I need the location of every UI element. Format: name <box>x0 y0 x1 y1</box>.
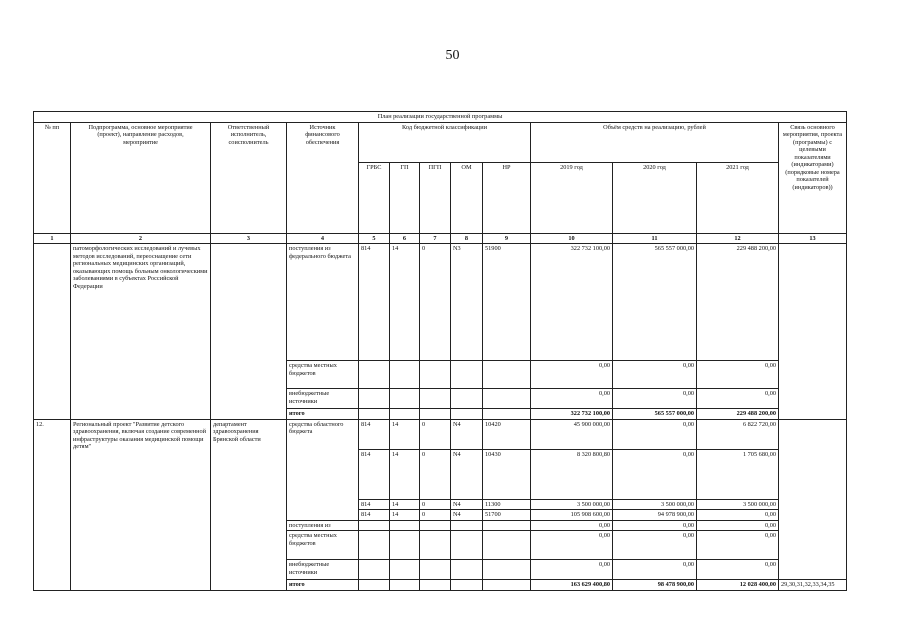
col-number: 4 <box>287 233 359 244</box>
col-number: 5 <box>359 233 390 244</box>
cell-2021: 229 488 200,00 <box>697 244 779 361</box>
row-link <box>779 419 847 580</box>
cell-gp: 14 <box>390 419 420 449</box>
row-source: итого <box>287 580 359 591</box>
table-row <box>34 244 847 361</box>
cell-om <box>451 531 483 560</box>
col-number: 6 <box>390 233 420 244</box>
cell-om <box>451 409 483 420</box>
row-source: внебюджетные источники <box>287 560 359 580</box>
cell-pgp <box>420 560 451 580</box>
col-number: 8 <box>451 233 483 244</box>
row-num: 12. <box>34 419 71 590</box>
cell-np <box>483 531 531 560</box>
col-number: 9 <box>483 233 531 244</box>
cell-pgp: 0 <box>420 419 451 449</box>
cell-pgp <box>420 409 451 420</box>
col-number: 10 <box>531 233 613 244</box>
cell-2021: 229 488 200,00 <box>697 409 779 420</box>
cell-2021: 12 028 400,00 <box>697 580 779 591</box>
cell-grbs <box>359 580 390 591</box>
header-om: ОМ <box>451 162 483 233</box>
cell-2020: 0,00 <box>613 520 697 531</box>
cell-2019: 3 500 000,00 <box>531 499 613 510</box>
cell-grbs <box>359 389 390 409</box>
col-number: 12 <box>697 233 779 244</box>
cell-gp <box>390 361 420 389</box>
cell-2019: 105 908 600,00 <box>531 510 613 521</box>
plan-table <box>33 111 847 591</box>
cell-gp <box>390 389 420 409</box>
cell-grbs: 814 <box>359 510 390 521</box>
col-number: 1 <box>34 233 71 244</box>
col-number: 3 <box>211 233 287 244</box>
cell-gp: 14 <box>390 449 420 499</box>
cell-2021: 3 500 000,00 <box>697 499 779 510</box>
table-title: План реализации государственной программы <box>34 112 847 123</box>
cell-2019: 45 900 000,00 <box>531 419 613 449</box>
row-source: средства местных бюджетов <box>287 531 359 560</box>
header-source: Источник финансового обеспечения <box>287 122 359 233</box>
table-row <box>34 419 847 449</box>
cell-2021: 0,00 <box>697 361 779 389</box>
cell-pgp: 0 <box>420 510 451 521</box>
cell-om <box>451 560 483 580</box>
column-numbers-row <box>34 233 847 244</box>
cell-om: N3 <box>451 244 483 361</box>
header-budget-code: Код бюджетной классификации <box>359 122 531 162</box>
cell-2021: 0,00 <box>697 531 779 560</box>
cell-2020: 0,00 <box>613 449 697 499</box>
row-link <box>779 244 847 420</box>
col-number: 2 <box>71 233 211 244</box>
cell-2019: 0,00 <box>531 560 613 580</box>
header-gp: ГП <box>390 162 420 233</box>
cell-pgp <box>420 531 451 560</box>
cell-grbs <box>359 520 390 531</box>
cell-np <box>483 560 531 580</box>
col-number: 11 <box>613 233 697 244</box>
cell-link-indicators: 29,30,31,32,33,34,35 <box>779 580 847 591</box>
cell-gp <box>390 580 420 591</box>
header-2019: 2019 год <box>531 162 613 233</box>
cell-np <box>483 409 531 420</box>
header-np: НР <box>483 162 531 233</box>
cell-om <box>451 580 483 591</box>
cell-np <box>483 361 531 389</box>
cell-gp <box>390 531 420 560</box>
header-num: № пп <box>34 122 71 233</box>
cell-pgp: 0 <box>420 499 451 510</box>
row-num <box>34 244 71 420</box>
cell-grbs <box>359 531 390 560</box>
cell-pgp <box>420 520 451 531</box>
header-2021: 2021 год <box>697 162 779 233</box>
cell-2020: 565 557 000,00 <box>613 244 697 361</box>
col-number: 7 <box>420 233 451 244</box>
cell-2019: 322 732 100,00 <box>531 409 613 420</box>
cell-2020: 3 500 000,00 <box>613 499 697 510</box>
cell-np: 51900 <box>483 244 531 361</box>
cell-pgp <box>420 389 451 409</box>
cell-om: N4 <box>451 510 483 521</box>
cell-2019: 0,00 <box>531 389 613 409</box>
cell-2019: 0,00 <box>531 520 613 531</box>
header-subprogram: Подпрограмма, основное мероприятие (проект), направление расходов, мероприятие <box>71 122 211 233</box>
cell-2021: 0,00 <box>697 520 779 531</box>
cell-gp <box>390 560 420 580</box>
cell-np: 51700 <box>483 510 531 521</box>
cell-grbs: 814 <box>359 419 390 449</box>
cell-gp: 14 <box>390 510 420 521</box>
cell-om <box>451 389 483 409</box>
cell-np <box>483 520 531 531</box>
row-source: итого <box>287 409 359 420</box>
row-source: средства местных бюджетов <box>287 361 359 389</box>
cell-2021: 1 705 680,00 <box>697 449 779 499</box>
cell-gp: 14 <box>390 244 420 361</box>
row-executor: департамент здравоохранения Брянской области <box>211 419 287 590</box>
cell-gp <box>390 409 420 420</box>
cell-om <box>451 520 483 531</box>
row-executor <box>211 244 287 420</box>
cell-np <box>483 389 531 409</box>
cell-np: 10430 <box>483 449 531 499</box>
cell-np <box>483 580 531 591</box>
row-description: Региональный проект "Развитие детского здравоохранения, включая создание современной инфраструктуры оказания медицинской помощи детям" <box>71 419 211 590</box>
header-link: Связь основного мероприятия, проекта (программы) с целевыми показателями (индикаторами) (порядковые номера показателей (индикаторов)) <box>779 122 847 233</box>
cell-2019: 0,00 <box>531 361 613 389</box>
cell-np: 10420 <box>483 419 531 449</box>
col-number: 13 <box>779 233 847 244</box>
row-source: средства областного бюджета <box>287 419 359 520</box>
cell-grbs: 814 <box>359 499 390 510</box>
cell-2020: 0,00 <box>613 419 697 449</box>
cell-grbs: 814 <box>359 449 390 499</box>
cell-pgp: 0 <box>420 244 451 361</box>
header-2020: 2020 год <box>613 162 697 233</box>
cell-grbs <box>359 409 390 420</box>
cell-om <box>451 361 483 389</box>
header-pgp: ПГП <box>420 162 451 233</box>
cell-om: N4 <box>451 419 483 449</box>
cell-2020: 98 478 900,00 <box>613 580 697 591</box>
cell-pgp <box>420 361 451 389</box>
cell-2021: 0,00 <box>697 389 779 409</box>
row-source: поступления из федерального бюджета <box>287 244 359 361</box>
cell-2019: 0,00 <box>531 531 613 560</box>
header-grbs: ГРБС <box>359 162 390 233</box>
cell-om: N4 <box>451 499 483 510</box>
cell-2020: 94 978 900,00 <box>613 510 697 521</box>
cell-gp <box>390 520 420 531</box>
cell-grbs <box>359 560 390 580</box>
cell-2020: 565 557 000,00 <box>613 409 697 420</box>
cell-2021: 0,00 <box>697 560 779 580</box>
cell-grbs: 814 <box>359 244 390 361</box>
cell-gp: 14 <box>390 499 420 510</box>
row-description: патоморфологических исследований и лучевых методов исследований, переоснащение сети региональных медицинских организаций, оказывающих помощь больным онкологическими заболеваниями в субъектах Российской Федерации <box>71 244 211 420</box>
cell-grbs <box>359 361 390 389</box>
page-number: 50 <box>445 48 460 63</box>
cell-2020: 0,00 <box>613 361 697 389</box>
cell-np: 11300 <box>483 499 531 510</box>
cell-2020: 0,00 <box>613 560 697 580</box>
cell-2021: 0,00 <box>697 510 779 521</box>
header-executor: Ответственный исполнитель, соисполнитель <box>211 122 287 233</box>
cell-2020: 0,00 <box>613 389 697 409</box>
row-source: поступления из <box>287 520 359 531</box>
cell-om: N4 <box>451 449 483 499</box>
header-volume: Объём средств на реализацию, рублей <box>531 122 779 162</box>
row-source: внебюджетные источники <box>287 389 359 409</box>
cell-pgp <box>420 580 451 591</box>
cell-2019: 322 732 100,00 <box>531 244 613 361</box>
cell-2021: 6 822 720,00 <box>697 419 779 449</box>
cell-2019: 8 320 800,80 <box>531 449 613 499</box>
cell-pgp: 0 <box>420 449 451 499</box>
cell-2019: 163 629 400,80 <box>531 580 613 591</box>
cell-2020: 0,00 <box>613 531 697 560</box>
